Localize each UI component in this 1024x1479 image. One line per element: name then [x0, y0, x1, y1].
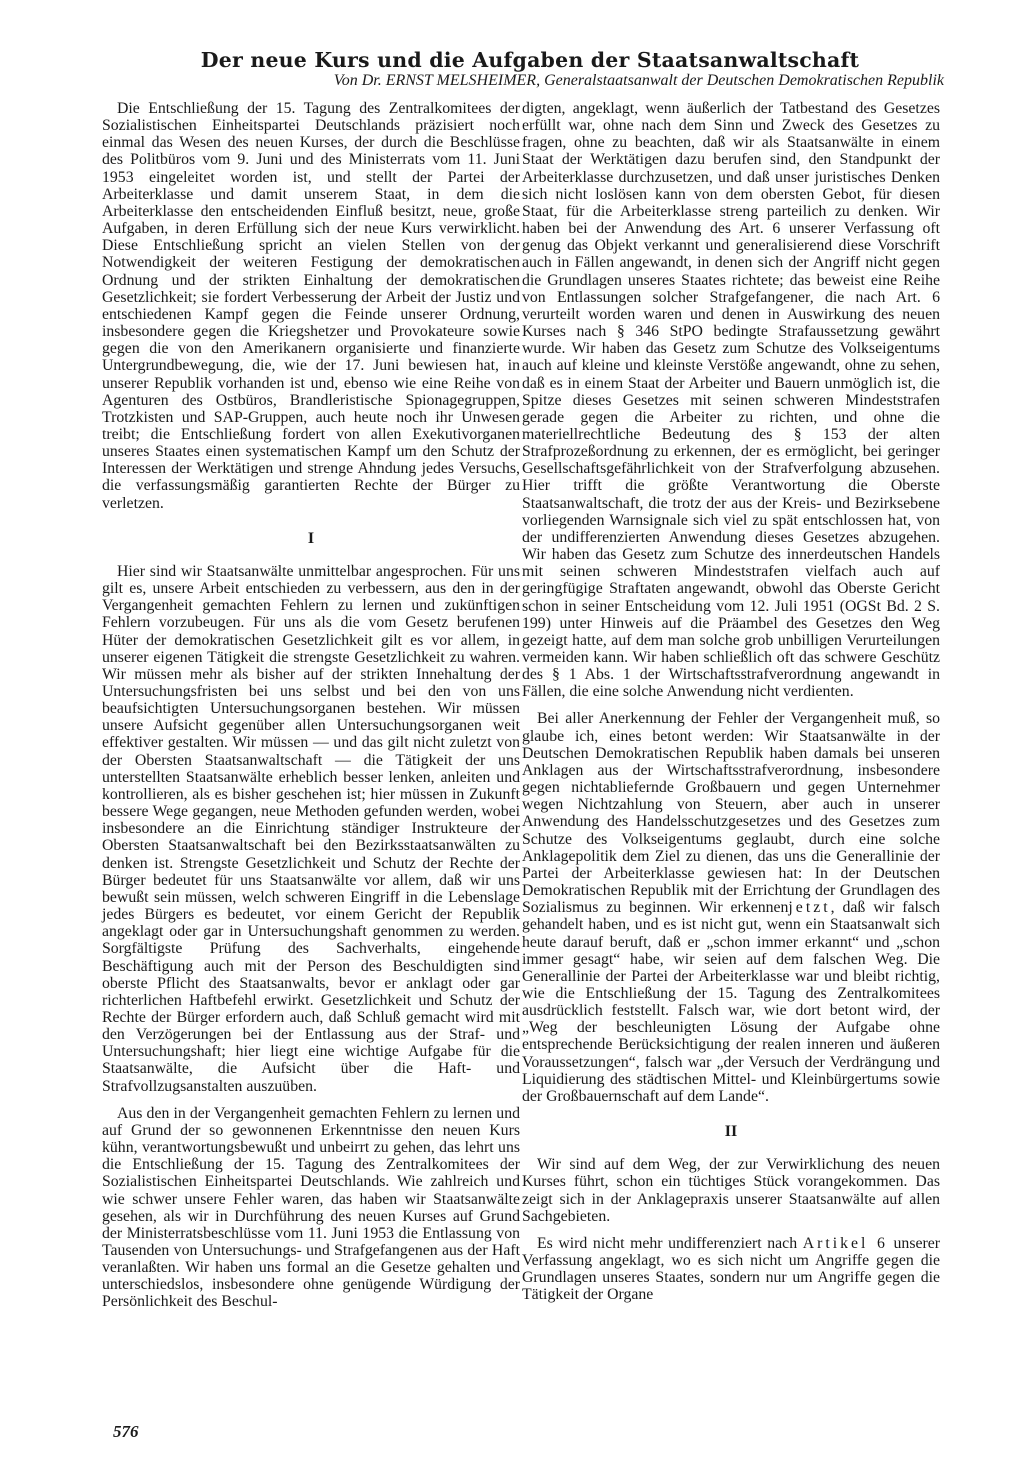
right-column [522, 100, 940, 1313]
paragraph-continued: digten, angeklagt, wenn äußerlich der Tatbestand des Gesetzes erfüllt war, ohne nach dem Sinn und Zweck des Gesetzes zu fragen, ohne zu beachten, daß wir als Staatsanwälte in einem Staat der Werktätigen dazu berufen sind, den Standpunkt der Arbeiterklasse durchzusetzen, und daß unser juristisches Denken sich nicht loslösen kann von dem obersten Gebot, für diesen Staat, für die Arbeiterklasse streng parteilich zu denken. Wir haben bei der Anwendung des Art. 6 unserer Verfassung oft genug das Objekt verkannt und generalisierend diese Vorschrift auch in Fällen angewandt, in denen sich der Angriff nicht gegen die Grundlagen unseres Staates richtete; das beweist eine Reihe von Entlassungen solcher Strafgefangener, die nach Art. 6 verurteilt worden waren und denen in Auswirkung des neuen Kurses nach § 346 StPO bedingte Strafaussetzung gewährt wurde. Wir haben das Gesetz zum Schutze des Volkseigentums auch auf kleine und kleinste Verstöße angewandt, ohne zu sehen, daß es in einem Staat der Arbeiter und Bauern unmöglich ist, die Spitze dieses Gesetzes mit seinen schweren Mindeststrafen gerade gegen die Arbeiter zu richten, und ohne die materiellrechtliche Bedeutung des § 153 der alten Strafprozeßordnung zu erkennen, der es ermöglicht, bei geringer Gesellschaftsgefährlichkeit von der Strafverfolgung abzusehen. Hier trifft die größte Verantwortung die Oberste Staatsanwaltschaft, die trotz der aus der Kreis- und Bezirksebene vorliegenden Warnsignale sich viel zu spät entschlossen hat, von der undifferenzierten Anwendung dieses Gesetzes abzugehen. Wir haben das Gesetz zum Schutze des innerdeutschen Handels mit seinen schweren Mindeststrafen vielfach auch auf geringfügige Straftaten angewandt, obwohl das Oberste Gericht schon in seiner Entscheidung vom 12. Juli 1951 (OGSt Bd. 2 S. 199) unter Hinweis auf die Präambel des Gesetzes den Weg gezeigt hatte, auf dem man solche grob unbilligen Verurteilungen vermeiden kann. Wir haben schließlich oft das schwere Geschütz des § 1 Abs. 1 der Wirtschaftsstrafverordnung angewandt in Fällen, die eine solche Anwendung nicht verdienten. [522, 100, 940, 701]
page-number: 576 [113, 1422, 139, 1441]
section-heading-2: II [724, 1123, 738, 1141]
section-heading-1: I [307, 529, 315, 547]
paragraph: Hier sind wir Staatsanwälte unmittelbar angesprochen. Für uns gilt es, unsere Arbeit entschieden zu verbessern, aus den in der Vergangenheit gemachten Fehlern zu lernen und zukünftigen Fehlern vorzubeugen. Für uns als die vom Gesetz berufenen Hüter der demokratischen Gesetzlichkeit gilt es vor allem, in unserer eigenen Tätigkeit die strengste Gesetzlichkeit zu wahren. Wir müssen mehr als bisher auf der strikten Innehaltung der Untersuchungsfristen bei uns selbst und bei den von uns beaufsichtigten Untersuchungsorganen bestehen. Wir müssen unsere Aufsicht gegenüber allen Untersuchungsorganen weit effektiver gestalten. Wir müssen — und das gilt nicht zuletzt von der Obersten Staatsanwaltschaft — die Tätigkeit der uns unterstellten Staatsanwälte erheblich besser lenken, anleiten und kontrollieren, als es bisher geschehen ist; hier müssen in Zukunft bessere Wege gegangen, neue Methoden gefunden werden, wobei insbesondere an die Einrichtung ständiger Instrukteure der Obersten Staatsanwaltschaft bei den Bezirksstaatsanwälten zu denken ist. Strengste Gesetzlichkeit und Schutz der Rechte der Bürger bedeutet für uns Staatsanwälte vor allem, daß wir uns bewußt sein müssen, welch schweren Eingriff in die Lebenslage jedes Bürgers es bedeutet, vor einem Gericht der Republik angeklagt oder gar in Untersuchungshaft genommen zu werden. Sorgfältigste Prüfung des Sachverhalts, eingehende Beschäftigung auch mit der Person des Beschuldigten sind oberste Pflicht des Staatsanwalts, bevor er anklagt oder gar richterlichen Haftbefehl erwirkt. Gesetzlichkeit und Schutz der Rechte der Bürger erfordern auch, daß Schluß gemacht wird mit den Verzögerungen bei der Entlassung aus der Straf- und Untersuchungshaft; hier liegt eine wichtige Aufgabe für die Staatsanwälte, die Aufsicht über die Haft- und Strafvollzugsanstalten auszuüben. [102, 562, 520, 1095]
text-run: , daß wir falsch gehandelt haben, und es ist nicht gut, wenn ein Staatsanwalt sich heute darauf beruft, daß er „schon immer erkannt“ und „schon immer gesagt“ habe, wir seien auf dem falschen Weg. Die Generallinie der Partei der Arbeiterklasse war und bleibt richtig, wie die Entschließung der 15. Tagung des Zentralkomitees ausdrücklich feststellt. Falsch war, wie dort betont wird, der „Weg der beschleunigten Lösung der Aufgabe ohne entsprechende Berücksichtigung der realen inneren und äußeren Voraussetzungen“, falsch war „der Versuch der Verdrängung und Liquidierung des städtischen Mittel- und Kleinbürgertums sowie der Großbauernschaft auf dem Lande“. [522, 899, 940, 1105]
paragraph [522, 1235, 940, 1304]
text-run: Es wird nicht mehr undifferenziert nach [537, 1234, 798, 1252]
text-run: unserer Verfassung angeklagt, wo es sich nicht um Angriffe gegen die Grundlagen unseres Staates, sondern nur um Angriffe gegen die Tätigkeit der Organe [522, 1234, 941, 1304]
paragraph: Aus den in der Vergangenheit gemachten Fehlern zu lernen und auf Grund der so gewonnenen Erkenntnisse den neuen Kurs kühn, verantwortungsbewußt und unbeirrt zu gehen, das lehrt uns die Entschließung der 15. Tagung des Zentralkomitees der Sozialistischen Einheitspartei Deutschlands. Wie zahlreich und wie schwer unsere Fehler waren, das haben wir Staatsanwälte gesehen, als wir in Durchführung des neuen Kurses auf Grund der Ministerratsbeschlüsse vom 11. Juni 1953 die Entlassung von Tausenden von Untersuchungs- und Strafgefangenen aus der Haft veranlaßten. Wir haben uns formal an die Gesetze gehalten und unterschiedslos, insbesondere ohne genügende Würdigung der Persönlichkeit des Beschul- [102, 1104, 520, 1311]
paragraph: Die Entschließung der 15. Tagung des Zentralkomitees der Sozialistischen Einheitspartei Deutschlands präzisiert noch einmal das Wesen des neuen Kurses, der durch die Beschlüsse des Politbüros vom 9. Juni und des Ministerrats vom 11. Juni 1953 eingeleitet worden ist, und stellt der Partei der Arbeiterklasse und damit unserem Staat, in dem die Arbeiterklasse den entscheidenden Einfluß besitzt, neue, große Aufgaben, in deren Erfüllung sich der neue Kurs verwirklicht. Diese Entschließung spricht an vielen Stellen von der Notwendigkeit der weiteren Festigung der demokratischen Ordnung und der strikten Einhaltung der demokratischen Gesetzlichkeit; sie fordert Verbesserung der Arbeit der Justiz und entschiedenen Kampf gegen die Feinde unserer Ordnung, insbesondere gegen die Kriegshetzer und Provokateure sowie gegen die von den Amerikanern organisierte und finanzierte Untergrundbewegung, die, wie der 17. Juni bewiesen hat, in unserer Republik vorhanden ist und, ebenso wie eine Reihe von Agenturen des Ostbüros, Brandleristische Spionagegruppen, Trotzkisten und SAP-Gruppen, auch heute noch ihr Unwesen treibt; die Entschließung fordert von allen Exekutivorganen unseres Staates einen systematischen Kampf um den Schutz der Interessen der Werktätigen und strenge Ahndung jedes Versuchs, die verfassungsmäßig garantierten Rechte der Bürger zu verletzen. [102, 100, 520, 512]
article-title: Der neue Kurs und die Aufgaben der Staatsanwaltschaft [200, 47, 860, 72]
spaced-emphasis: jetzt [788, 899, 831, 917]
spaced-emphasis: Artikel 6 [802, 1234, 888, 1252]
left-column [102, 100, 520, 1321]
text-run: Bei aller Anerkennung der Fehler der Vergangenheit muß, so glaube ich, eines betont werden: Wir Staatsanwälte in der Deutschen Demokratischen Republik haben damals bei unseren Anklagen aus der Wirtschaftsstrafverordnung, insbesondere gegen nichtabliefernde Großbauern und gegen Unternehmer wegen Nichtzahlung von Steuern, aber auch in unserer Anwendung des Handelsschutzgesetzes und des Gesetzes zum Schutze des Volkseigentums geglaubt, durch eine solche Anklagepolitik dem Ziel zu dienen, das uns die Generallinie der Partei der Arbeiterklasse gewiesen hat: In der Deutschen Demokratischen Republik mit der Errichtung der Grundlagen des Sozialismus zu beginnen. Wir erkennen [522, 710, 940, 917]
paragraph [522, 710, 940, 1105]
paragraph: Wir sind auf dem Weg, der zur Verwirklichung des neuen Kurses führt, schon ein tüchtiges Stück vorangekommen. Das zeigt sich in der Anklagepraxis unserer Staatsanwälte auf allen Sachgebieten. [522, 1156, 940, 1225]
article-byline: Von Dr. ERNST MELSHEIMER, Generalstaatsanwalt der Deutschen Demokratischen Republik [333, 72, 944, 89]
